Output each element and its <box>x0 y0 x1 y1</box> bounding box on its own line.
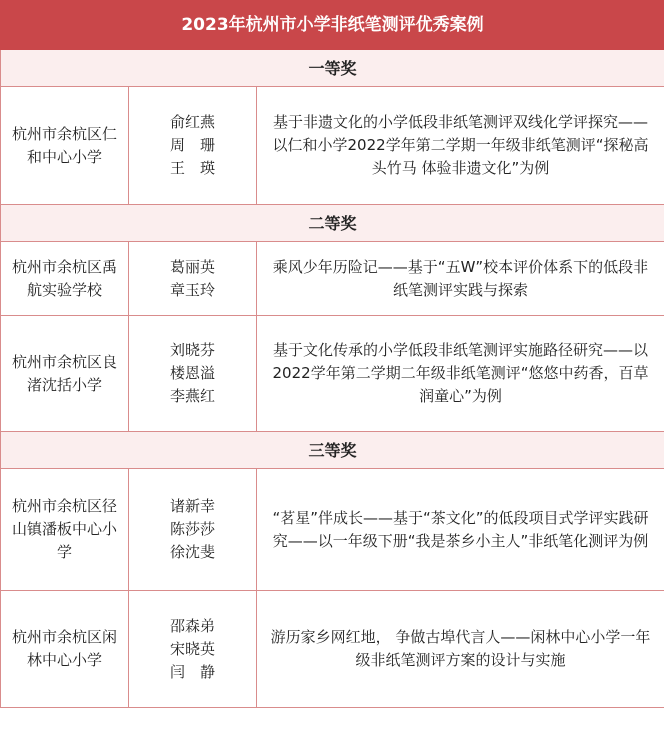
table-title: 2023年杭州市小学非纸笔测评优秀案例 <box>1 1 664 50</box>
school-cell: 杭州市余杭区径山镇潘板中心小学 <box>1 469 129 591</box>
school-cell: 杭州市余杭区仁和中心小学 <box>1 87 129 205</box>
author-name: 宋晓英 <box>169 639 215 658</box>
names-cell <box>129 242 257 316</box>
table-row <box>1 242 664 316</box>
table-row <box>1 87 664 205</box>
school-cell: 杭州市余杭区良渚沈括小学 <box>1 316 129 432</box>
author-name: 徐沈斐 <box>169 543 215 561</box>
project-cell: 基于非遗文化的小学低段非纸笔测评双线化学评探究——以仁和小学2022学年第二学期一年级非纸笔测评“探秘高头竹马 体验非遗文化”为例 <box>257 87 664 205</box>
author-name: 王 瑛 <box>169 159 215 177</box>
author-name: 邵森弟 <box>169 616 215 635</box>
author-name: 李燕红 <box>169 387 215 405</box>
project-cell: 基于文化传承的小学低段非纸笔测评实施路径研究——以2022学年第二学期二年级非纸笔测评“悠悠中药香，百草润童心”为例 <box>257 316 664 432</box>
names-cell <box>129 591 257 708</box>
project-cell: “茗星”伴成长——基于“茶文化”的低段项目式学评实践研究——以一年级下册“我是茶乡小主人”非纸笔化测评为例 <box>257 469 664 591</box>
prize-heading-first: 一等奖 <box>1 50 664 87</box>
school-cell: 杭州市余杭区闲林中心小学 <box>1 591 129 708</box>
project-cell: 游历家乡网红地， 争做古埠代言人——闲林中心小学一年级非纸笔测评方案的设计与实施 <box>257 591 664 708</box>
prize-row <box>1 205 664 242</box>
names-cell <box>129 469 257 591</box>
title-row <box>1 1 664 50</box>
author-name: 陈莎莎 <box>169 520 215 538</box>
prize-heading-third: 三等奖 <box>1 432 664 469</box>
prize-heading-second: 二等奖 <box>1 205 664 242</box>
table-row <box>1 316 664 432</box>
table-row <box>1 469 664 591</box>
school-cell: 杭州市余杭区禹航实验学校 <box>1 242 129 316</box>
author-name: 闫 静 <box>169 662 215 681</box>
author-name: 刘晓芬 <box>169 341 215 359</box>
prize-row <box>1 432 664 469</box>
author-name: 俞红燕 <box>169 113 215 131</box>
table-row <box>1 591 664 708</box>
author-name: 葛丽英 <box>169 257 215 276</box>
author-name: 楼恩溢 <box>169 364 215 382</box>
names-cell <box>129 87 257 205</box>
project-cell: 乘风少年历险记——基于“五W”校本评价体系下的低段非纸笔测评实践与探索 <box>257 242 664 316</box>
author-name: 周 珊 <box>169 136 215 154</box>
author-name: 章玉玲 <box>169 280 215 299</box>
names-cell <box>129 316 257 432</box>
author-name: 诸新幸 <box>169 497 215 515</box>
prize-row <box>1 50 664 87</box>
